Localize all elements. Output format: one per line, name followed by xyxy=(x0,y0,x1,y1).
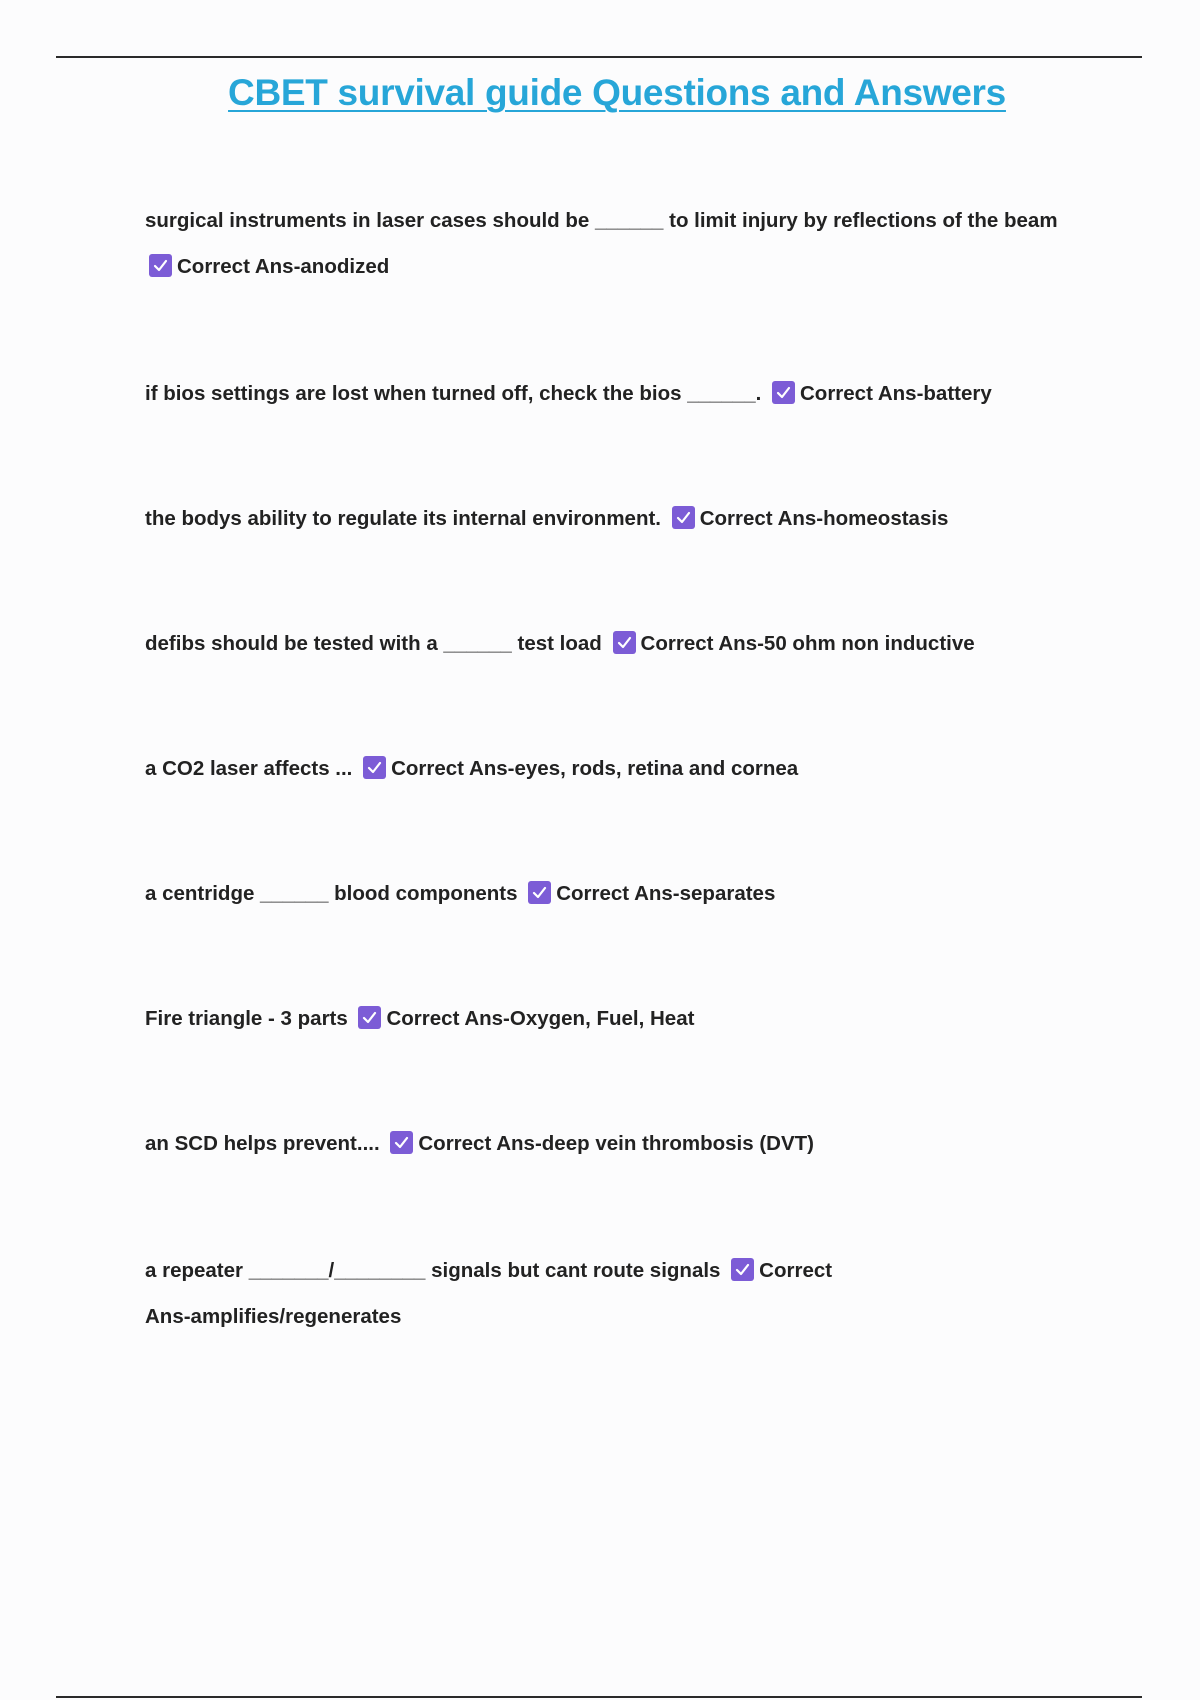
checkbox-checked-icon xyxy=(672,506,695,529)
question-text: the bodys ability to regulate its internal environment. xyxy=(145,507,662,530)
qa-item xyxy=(145,1248,875,1340)
answer-text: Correct Ans-eyes, rods, retina and cornea xyxy=(391,757,799,780)
qa-item xyxy=(145,496,1085,542)
answer-text: Correct Ans-battery xyxy=(800,382,992,405)
checkbox-checked-icon xyxy=(358,1006,381,1029)
qa-item xyxy=(145,871,1085,917)
qa-item xyxy=(145,996,1085,1042)
answer-text: Correct Ans-anodized xyxy=(177,255,390,278)
qa-item xyxy=(145,198,1085,290)
qa-item xyxy=(145,746,1085,792)
question-text: surgical instruments in laser cases should be ______ to limit injury by reflections of the beam xyxy=(145,209,1058,232)
qa-item xyxy=(145,621,1085,667)
question-text: a CO2 laser affects ... xyxy=(145,757,353,780)
answer-text: Correct Ans-homeostasis xyxy=(699,507,949,530)
qa-item xyxy=(145,371,1085,417)
answer-text: Correct Ans-amplifies/regenerates xyxy=(145,1259,833,1328)
answer-text: Correct Ans-deep vein thrombosis (DVT) xyxy=(418,1132,815,1155)
top-rule xyxy=(56,56,1142,58)
answer-text: Correct Ans-50 ohm non inductive xyxy=(640,632,975,655)
checkbox-checked-icon xyxy=(363,756,386,779)
question-text: if bios settings are lost when turned off, check the bios ______. xyxy=(145,382,762,405)
checkbox-checked-icon xyxy=(390,1131,413,1154)
answer-text: Correct Ans-Oxygen, Fuel, Heat xyxy=(386,1007,695,1030)
checkbox-checked-icon xyxy=(149,254,172,277)
answer-text: Correct Ans-separates xyxy=(556,882,776,905)
checkbox-checked-icon xyxy=(528,881,551,904)
bottom-rule xyxy=(56,1696,1142,1698)
qa-item xyxy=(145,1121,1085,1167)
checkbox-checked-icon xyxy=(613,631,636,654)
question-text: an SCD helps prevent.... xyxy=(145,1132,380,1155)
question-text: Fire triangle - 3 parts xyxy=(145,1007,348,1030)
question-text: a centridge ______ blood components xyxy=(145,882,518,905)
question-text: a repeater _______/________ signals but cant route signals xyxy=(145,1259,721,1282)
question-text: defibs should be tested with a ______ test load xyxy=(145,632,602,655)
checkbox-checked-icon xyxy=(772,381,795,404)
checkbox-checked-icon xyxy=(731,1258,754,1281)
page-title: CBET survival guide Questions and Answers xyxy=(228,72,1006,113)
